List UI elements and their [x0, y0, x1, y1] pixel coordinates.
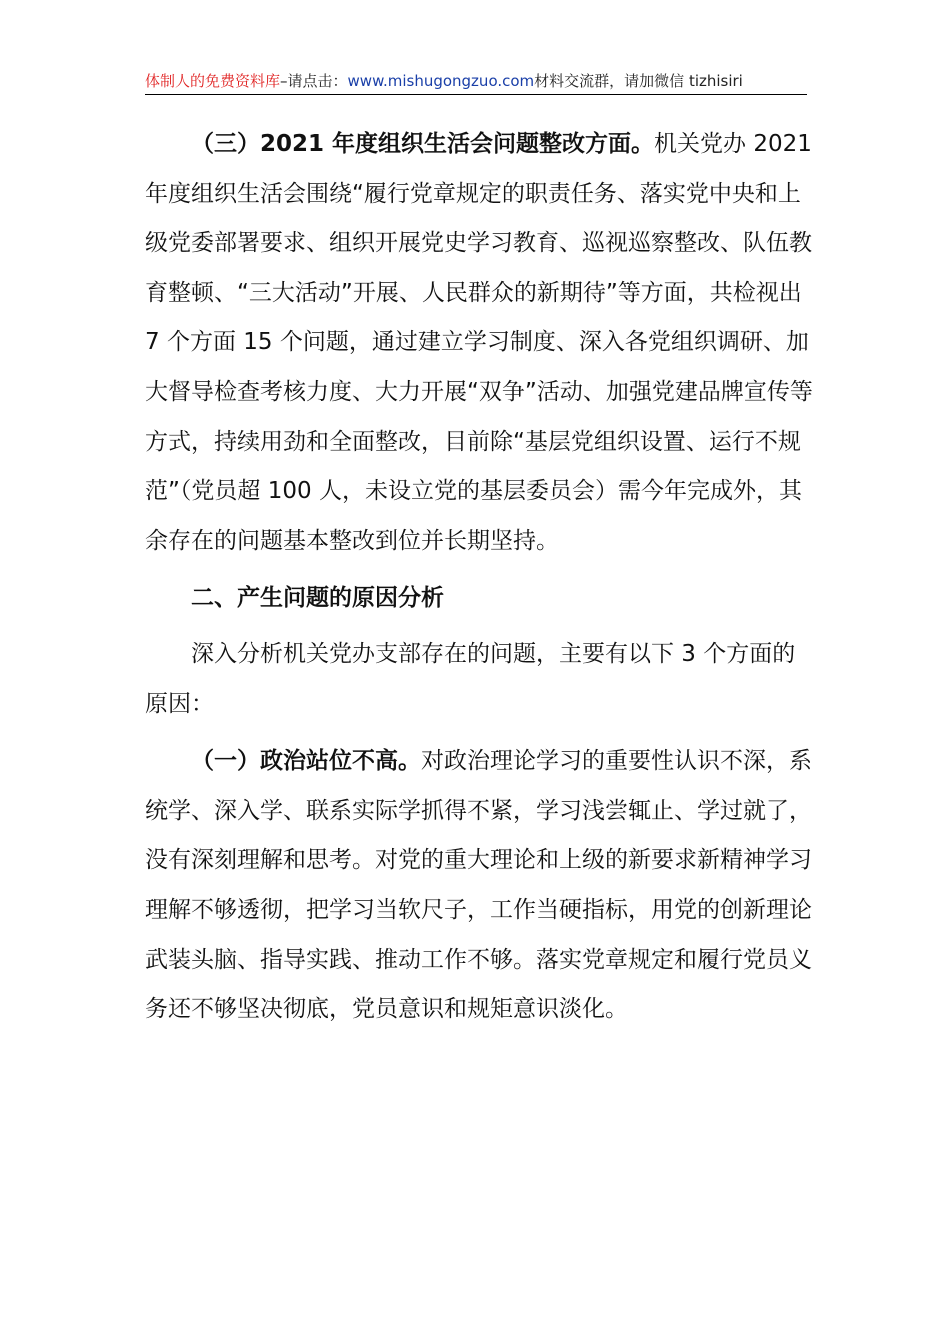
- paragraph-political-stance-body: 对政治理论学习的重要性认识不深，系统学、深入学、联系实际学抓得不紧，学习浅尝辄止、学过就了，没有深刻理解和思考。对党的重大理论和上级的新要求新精神学习理解不够透彻，把学习当软尺子，工作当硬指标，用党的创新理论武装头脑、指导实践、推动工作不够。落实党章规定和履行党员义务还不够坚决彻底，党员意识和规矩意识淡化。: [145, 748, 812, 1023]
- document-body: [145, 120, 817, 1035]
- page-header: [145, 70, 807, 95]
- paragraph-cause-intro: 深入分析机关党办支部存在的问题，主要有以下 3 个方面的原因：: [145, 640, 796, 717]
- paragraph-rectification-body: 机关党办 2021 年度组织生活会围绕“履行党章规定的职责任务、落实党中央和上级党委部署要求、组织开展党史学习教育、巡视巡察整改、队伍教育整顿、“三大活动”开展、人民群众的新期待”等方面，共检视出 7 个方面 15 个问题，通过建立学习制度、深入各党组织调研、加大督导检查考核力度、大力开展“双争”活动、加强党建品牌宣传等方式，持续用劲和全面整改，目前除“基层党组织设置、运行不规范”（党员超 100 人，未设立党的基层委员会）需今年完成外，其余存在的问题基本整改到位并长期坚持。: [145, 131, 813, 554]
- paragraph-rectification-heading: （三）2021 年度组织生活会问题整改方面。: [191, 131, 655, 157]
- header-url-link[interactable]: www.mishugongzuo.com: [347, 72, 535, 90]
- section-title-cause-analysis: 二、产生问题的原因分析: [191, 585, 444, 612]
- paragraph-political-stance-heading: （一）政治站位不高。: [191, 748, 421, 775]
- paragraph-political-stance: [145, 737, 817, 1035]
- header-brand[interactable]: 体制人的免费资料库: [145, 72, 281, 90]
- header-prompt: –请点击：: [280, 72, 348, 90]
- header-suffix: 材料交流群，请加微信 tizhisiri: [534, 72, 743, 90]
- paragraph-rectification: [145, 120, 817, 566]
